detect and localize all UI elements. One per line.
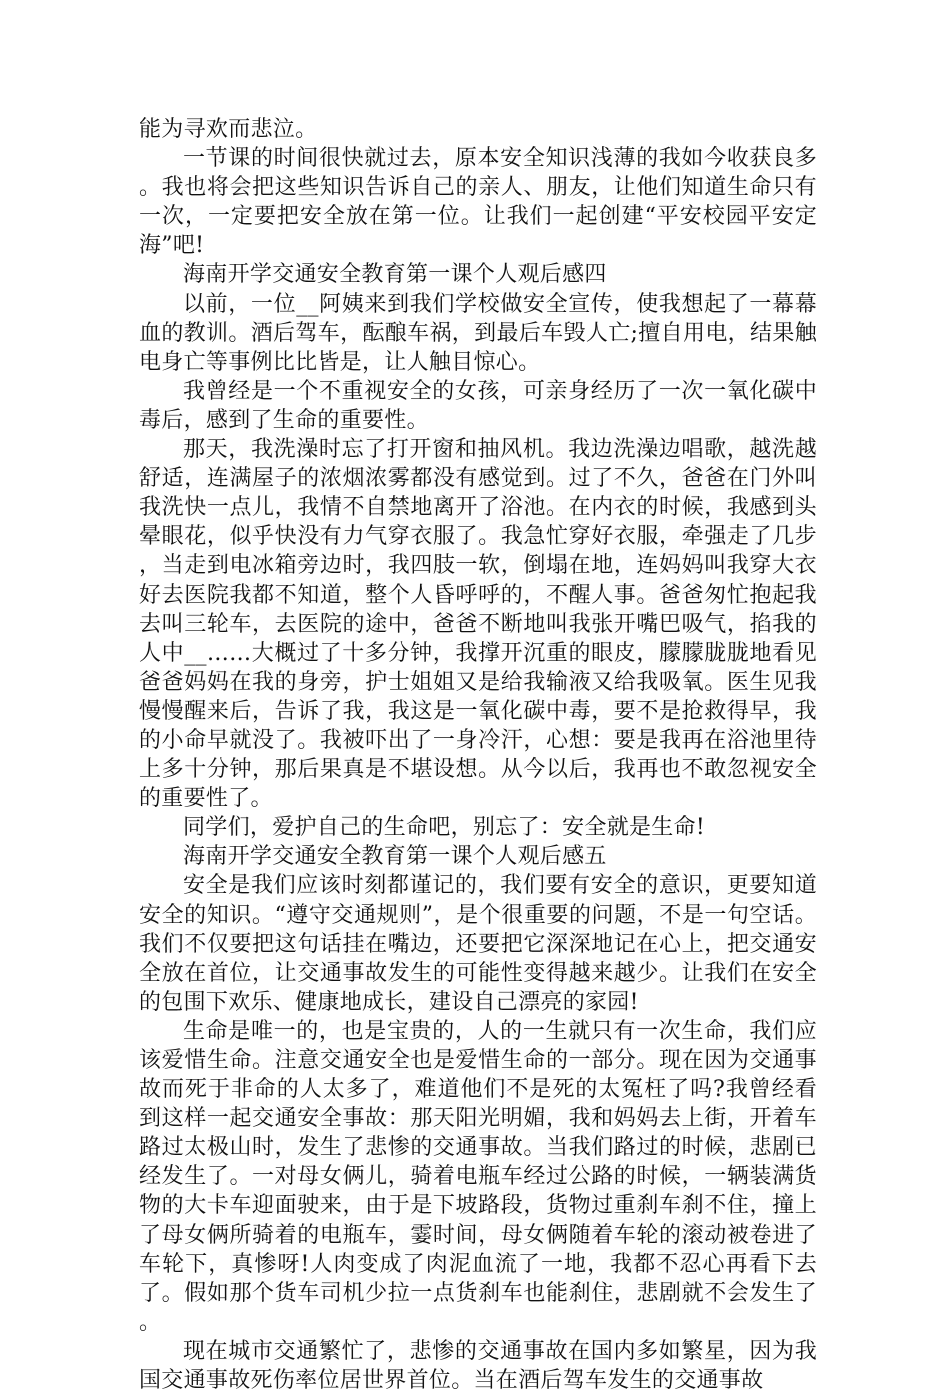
- document-body: [139, 115, 817, 1395]
- paragraph: 能为寻欢而悲泣。: [139, 117, 318, 142]
- paragraph: 生命是唯一的，也是宝贵的，人的一生就只有一次生命，我们应该爱惜生命。注意交通安全也是爱惜生命的一部分。现在因为交通事故而死于非命的人太多了，难道他们不是死的太冤枉了吗?我曾经看到这样一起交通安全事故：那天阳光明媚，我和妈妈去上街，开着车路过太极山时，发生了悲惨的交通事故。当我们路过的时候，悲剧已经发生了。一对母女俩儿，骑着电瓶车经过公路的时候，一辆装满货物的大卡车迎面驶来，由于是下坡路段，货物过重刹车刹不住，撞上了母女俩所骑着的电瓶车，霎时间，母女俩随着车轮的滚动被卷进了车轮下，真惨呀!人肉变成了肉泥血流了一地，我都不忍心再看下去了。假如那个货车司机少拉一点货刹车也能刹住，悲剧就不会发生了。: [139, 1018, 817, 1335]
- paragraph: 那天，我洗澡时忘了打开窗和抽风机。我边洗澡边唱歌，越洗越舒适，连满屋子的浓烟浓雾都没有感觉到。过了不久，爸爸在门外叫我洗快一点儿，我情不自禁地离开了浴池。在内衣的时候，我感到头晕眼花，似乎快没有力气穿衣服了。我急忙穿好衣服，牵强走了几步，当走到电冰箱旁边时，我四肢一软，倒塌在地，连妈妈叫我穿大衣好去医院我都不知道，整个人昏呼呼的，不醒人事。爸爸匆忙抱起我去叫三轮车，去医院的途中，爸爸不断地叫我张开嘴巴吸气，掐我的人中__……大概过了十多分钟，我撑开沉重的眼皮，朦朦胧胧地看见爸爸妈妈在我的身旁，护士姐姐又是给我输液又给我吸氧。医生见我慢慢醒来后，告诉了我，我这是一氧化碳中毒，要不是抢救得早，我的小命早就没了。我被吓出了一身冷汗，心想：要是我再在浴池里待上多十分钟，那后果真是不堪设想。从今以后，我再也不敢忽视安全的重要性了。: [139, 437, 817, 812]
- section-heading: 海南开学交通安全教育第一课个人观后感五: [183, 844, 607, 870]
- paragraph: 安全是我们应该时刻都谨记的，我们要有安全的意识，更要知道安全的知识。“遵守交通规则”，是个很重要的问题，不是一句空话。我们不仅要把这句话挂在嘴边，还要把它深深地记在心上，把交通安全放在首位，让交通事故发生的可能性变得越来越少。让我们在安全的包围下欢乐、健康地成长，建设自己漂亮的家园!: [139, 873, 817, 1015]
- paragraph: 同学们，爱护自己的生命吧，别忘了：安全就是生命!: [183, 815, 706, 841]
- paragraph: 一节课的时间很快就过去，原本安全知识浅薄的我如今收获良多。我也将会把这些知识告诉自己的亲人、朋友，让他们知道生命只有一次，一定要把安全放在第一位。让我们一起创建“平安校园平安定海”吧!: [139, 146, 817, 259]
- paragraph: 现在城市交通繁忙了，悲惨的交通事故在国内多如繁星，因为我国交通事故死伤率位居世界首位。当在酒后驾车发生的交通事故: [139, 1338, 817, 1394]
- paragraph: 以前，一位__阿姨来到我们学校做安全宣传，使我想起了一幕幕血的教训。酒后驾车，酝酿车祸，到最后车毁人亡;擅自用电，结果触电身亡等事例比比皆是，让人触目惊心。: [139, 291, 817, 375]
- paragraph: 我曾经是一个不重视安全的女孩，可亲身经历了一次一氧化碳中毒后，感到了生命的重要性。: [139, 378, 817, 433]
- section-heading: 海南开学交通安全教育第一课个人观后感四: [183, 262, 607, 288]
